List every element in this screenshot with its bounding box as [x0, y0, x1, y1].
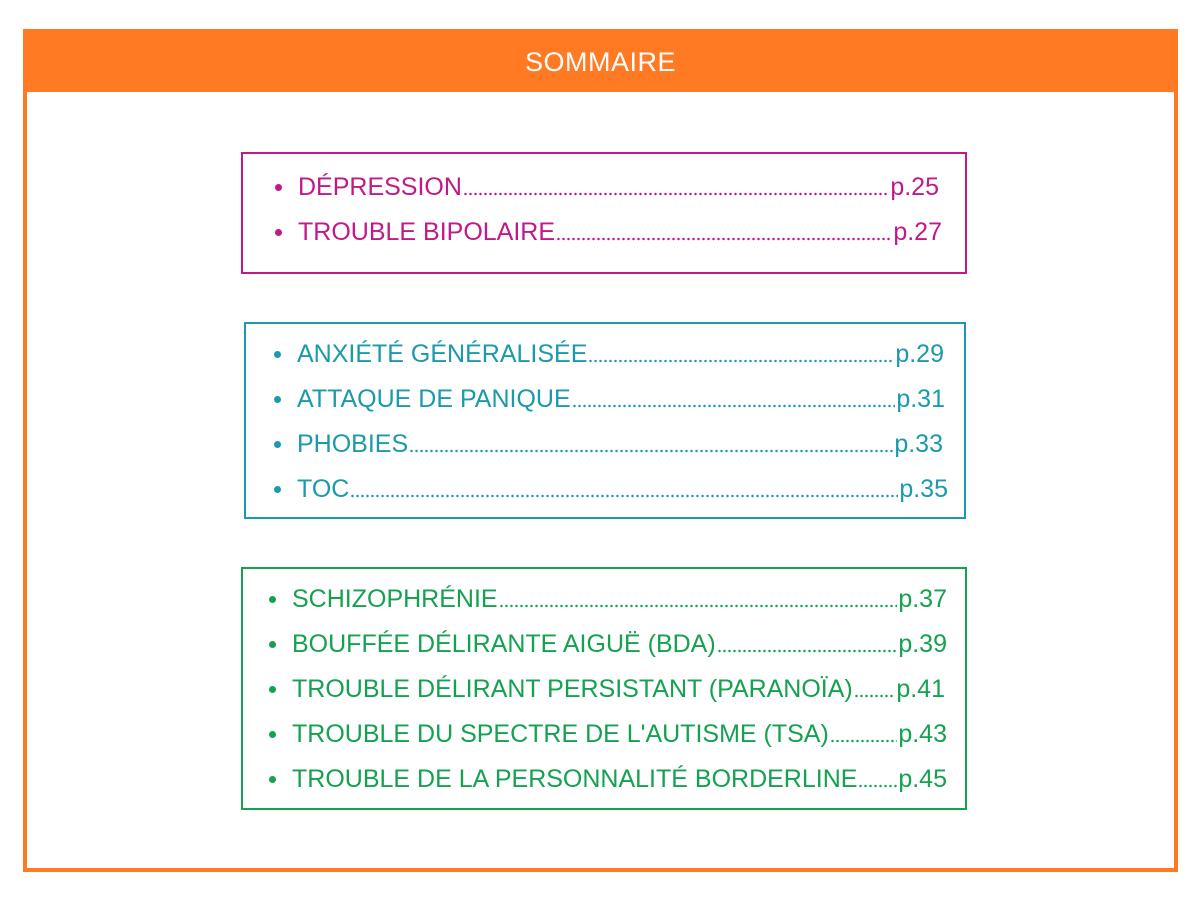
- toc-entry-page: p.39: [898, 629, 947, 658]
- bullet-icon: [275, 184, 282, 191]
- toc-entry[interactable]: [274, 426, 943, 462]
- toc-entry-title: ATTAQUE DE PANIQUE: [297, 384, 571, 413]
- toc-entry-page: p.29: [895, 339, 944, 368]
- bullet-icon: [269, 641, 276, 648]
- toc-entry-title: ANXIÉTÉ GÉNÉRALISÉE: [297, 339, 588, 368]
- bullet-icon: [269, 731, 276, 738]
- toc-entry-page: p.31: [896, 384, 945, 413]
- toc-group-anxiety-disorders: [244, 322, 966, 519]
- toc-entry-title: PHOBIES: [297, 429, 409, 458]
- dot-leader: [830, 738, 898, 744]
- dot-leader: [588, 358, 894, 364]
- toc-entry-page: p.25: [890, 172, 939, 201]
- dot-leader: [854, 693, 896, 699]
- dot-leader: [463, 191, 889, 197]
- toc-entry-title: BOUFFÉE DÉLIRANTE AIGUË (BDA): [292, 629, 716, 658]
- dot-leader: [409, 448, 893, 454]
- toc-entry-page: p.45: [898, 764, 947, 793]
- toc-entry-title: SCHIZOPHRÉNIE: [292, 584, 498, 613]
- toc-group-psychotic-and-other-disorders: [241, 567, 967, 810]
- toc-entry-page: p.43: [898, 719, 947, 748]
- toc-entry-page: p.41: [896, 674, 945, 703]
- toc-entry[interactable]: [269, 761, 947, 797]
- dot-leader: [858, 783, 897, 789]
- dot-leader: [717, 648, 898, 654]
- dot-leader: [572, 403, 896, 409]
- toc-entry[interactable]: [269, 626, 947, 662]
- toc-entry-page: p.33: [894, 429, 943, 458]
- dot-leader: [350, 493, 898, 499]
- toc-entry[interactable]: [275, 214, 942, 250]
- bullet-icon: [275, 229, 282, 236]
- toc-entry-title: TROUBLE DU SPECTRE DE L'AUTISME (TSA): [292, 719, 829, 748]
- bullet-icon: [274, 351, 281, 358]
- toc-entry[interactable]: [274, 381, 945, 417]
- toc-entry-page: p.35: [899, 474, 948, 503]
- toc-entry[interactable]: [269, 671, 945, 707]
- toc-entry[interactable]: [274, 336, 944, 372]
- toc-entry-title: TROUBLE DÉLIRANT PERSISTANT (PARANOÏA): [292, 674, 853, 703]
- toc-entry[interactable]: [269, 716, 947, 752]
- toc-entry-page: p.37: [898, 584, 947, 613]
- bullet-icon: [269, 776, 276, 783]
- dot-leader: [499, 603, 898, 609]
- toc-entry-title: DÉPRESSION: [298, 172, 462, 201]
- table-of-contents-frame: [23, 29, 1178, 872]
- toc-entry-title: TOC: [297, 474, 350, 503]
- toc-entry[interactable]: [274, 471, 948, 507]
- toc-entry-title: TROUBLE DE LA PERSONNALITÉ BORDERLINE: [292, 764, 858, 793]
- bullet-icon: [274, 441, 281, 448]
- bullet-icon: [274, 396, 281, 403]
- bullet-icon: [269, 596, 276, 603]
- toc-entry[interactable]: [269, 581, 947, 617]
- bullet-icon: [274, 486, 281, 493]
- toc-entry-title: TROUBLE BIPOLAIRE: [298, 217, 556, 246]
- toc-entry[interactable]: [275, 169, 939, 205]
- page-title: SOMMAIRE: [27, 33, 1174, 92]
- toc-group-mood-disorders: [241, 152, 967, 274]
- dot-leader: [556, 236, 892, 242]
- bullet-icon: [269, 686, 276, 693]
- toc-entry-page: p.27: [893, 217, 942, 246]
